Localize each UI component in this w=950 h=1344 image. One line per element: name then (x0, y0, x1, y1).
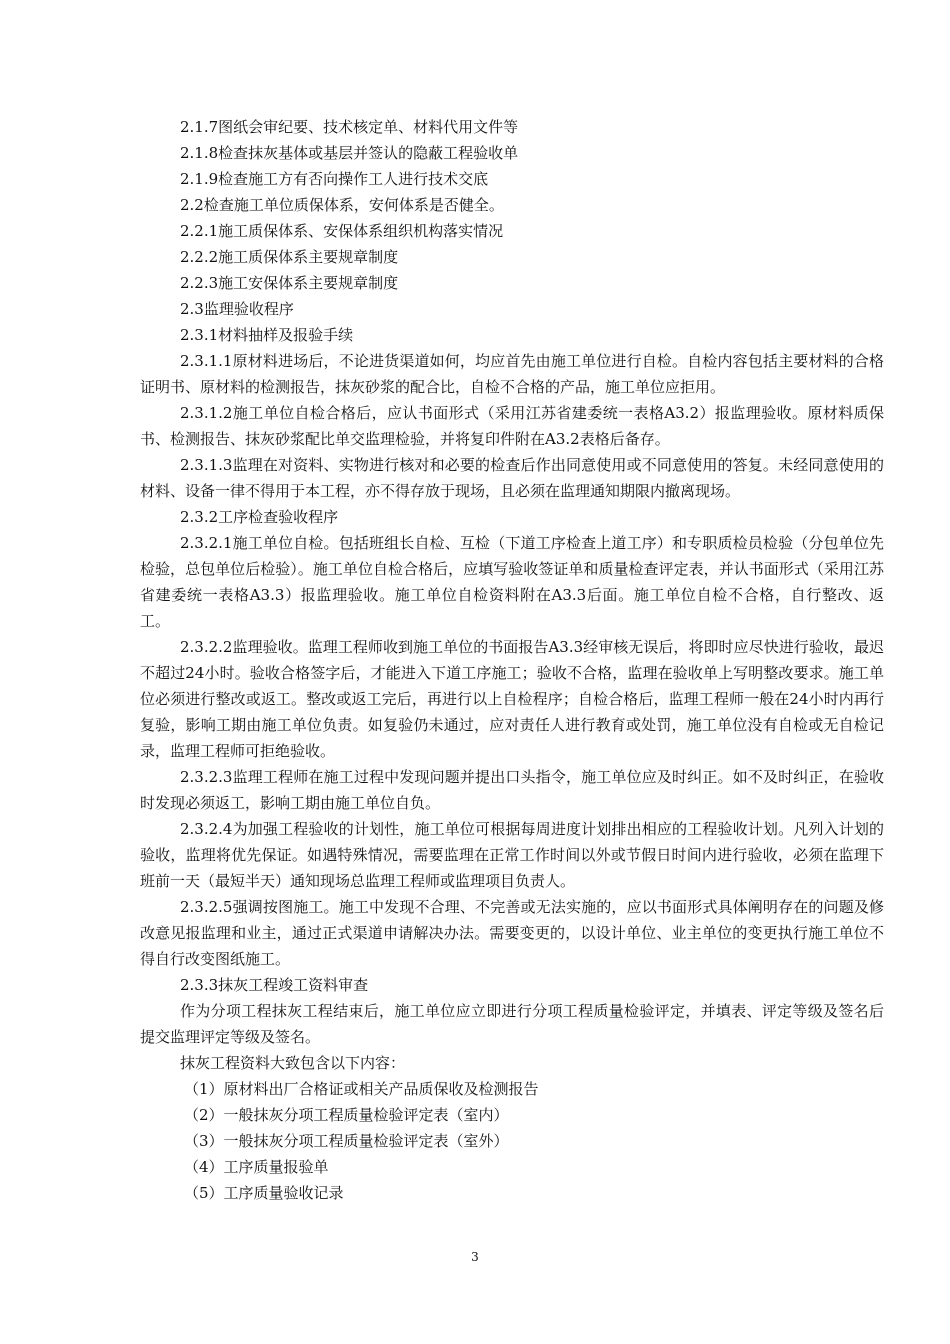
paragraph: 2.3.1.1原材料进场后，不论进货渠道如何，均应首先由施工单位进行自检。自检内容包括主要材料的合格证明书、原材料的检测报告，抹灰砂浆的配合比，自检不合格的产品，施工单位应拒用。 (140, 352, 884, 396)
paragraph: 2.2.2施工质保体系主要规章制度 (180, 248, 399, 266)
paragraph: 2.2.3施工安保体系主要规章制度 (180, 274, 399, 292)
paragraph: 2.1.9检查施工方有否向操作工人进行技术交底 (180, 170, 489, 188)
subsection-heading: 2.3.2工序检查验收程序 (180, 508, 339, 526)
subsection-heading: 2.3.3抹灰工程竣工资料审查 (180, 976, 369, 994)
paragraph: 作为分项工程抹灰工程结束后，施工单位应立即进行分项工程质量检验评定，并填表、评定等级及签名后提交监理评定等级及签名。 (140, 1002, 884, 1046)
paragraph: 2.1.8检查抹灰基体或基层并签认的隐蔽工程验收单 (180, 144, 519, 162)
paragraph: 2.3.2.3监理工程师在施工过程中发现问题并提出口头指令，施工单位应及时纠正。如不及时纠正，在验收时发现必须返工，影响工期由施工单位自负。 (140, 768, 884, 812)
list-item: （4）工序质量报验单 (184, 1158, 329, 1176)
paragraph: 抹灰工程资料大致包含以下内容： (180, 1054, 406, 1072)
paragraph: 2.1.7图纸会审纪要、技术核定单、材料代用文件等 (180, 118, 519, 136)
list-item: （2）一般抹灰分项工程质量检验评定表（室内） (184, 1106, 509, 1124)
paragraph: 2.3.1.3监理在对资料、实物进行核对和必要的检查后作出同意使用或不同意使用的答复。未经同意使用的材料、设备一律不得用于本工程，亦不得存放于现场，且必须在监理通知期限内撤离现场。 (140, 456, 884, 500)
paragraph: 2.3.2.5强调按图施工。施工中发现不合理、不完善或无法实施的，应以书面形式具体阐明存在的问题及修改意见报监理和业主，通过正式渠道申请解决办法。需要变更的，以设计单位、业主单位的变更执行施工单位不得自行改变图纸施工。 (140, 898, 884, 968)
paragraph: 2.2检查施工单位质保体系，安何体系是否健全。 (180, 196, 504, 214)
paragraph: 2.3.2.1施工单位自检。包括班组长自检、互检（下道工序检查上道工序）和专职质检员检验（分包单位先检验，总包单位后检验）。施工单位自检合格后，应填写验收签证单和质量检查评定表，并认书面形式（采用江苏省建委统一表格A3.3）报监理验收。施工单位自检资料附在A3.3后面。施工单位自检不合格，自行整改、返工。 (140, 534, 884, 630)
subsection-heading: 2.3.1材料抽样及报验手续 (180, 326, 354, 344)
list-item: （3）一般抹灰分项工程质量检验评定表（室外） (184, 1132, 509, 1150)
paragraph: 2.3.2.4为加强工程验收的计划性，施工单位可根据每周进度计划排出相应的工程验收计划。凡列入计划的验收，监理将优先保证。如遇特殊情况，需要监理在正常工作时间以外或节假日时间内进行验收，必须在监理下班前一天（最短半天）通知现场总监理工程师或监理项目负责人。 (140, 820, 884, 890)
list-item: （5）工序质量验收记录 (184, 1184, 344, 1202)
document-body (140, 114, 884, 1206)
page-number: 3 (471, 1250, 479, 1264)
paragraph: 2.3.2.2监理验收。监理工程师收到施工单位的书面报告A3.3经审核无误后，将即时应尽快进行验收，最迟不超过24小时。验收合格签字后，才能进入下道工序施工；验收不合格，监理在验收单上写明整改要求。施工单位必须进行整改或返工。整改或返工完后，再进行以上自检程序；自检合格后，监理工程师一般在24小时内再行复验，影响工期由施工单位负责。如复验仍未通过，应对责任人进行教育或处罚，施工单位没有自检或无自检记录，监理工程师可拒绝验收。 (140, 638, 884, 760)
paragraph: 2.3.1.2施工单位自检合格后，应认书面形式（采用江苏省建委统一表格A3.2）报监理验收。原材料质保书、检测报告、抹灰砂浆配比单交监理检验，并将复印件附在A3.2表格后备存。 (140, 404, 884, 448)
list-item: （1）原材料出厂合格证或相关产品质保收及检测报告 (184, 1080, 539, 1098)
section-heading: 2.3监理验收程序 (180, 300, 294, 318)
paragraph: 2.2.1施工质保体系、安保体系组织机构落实情况 (180, 222, 504, 240)
